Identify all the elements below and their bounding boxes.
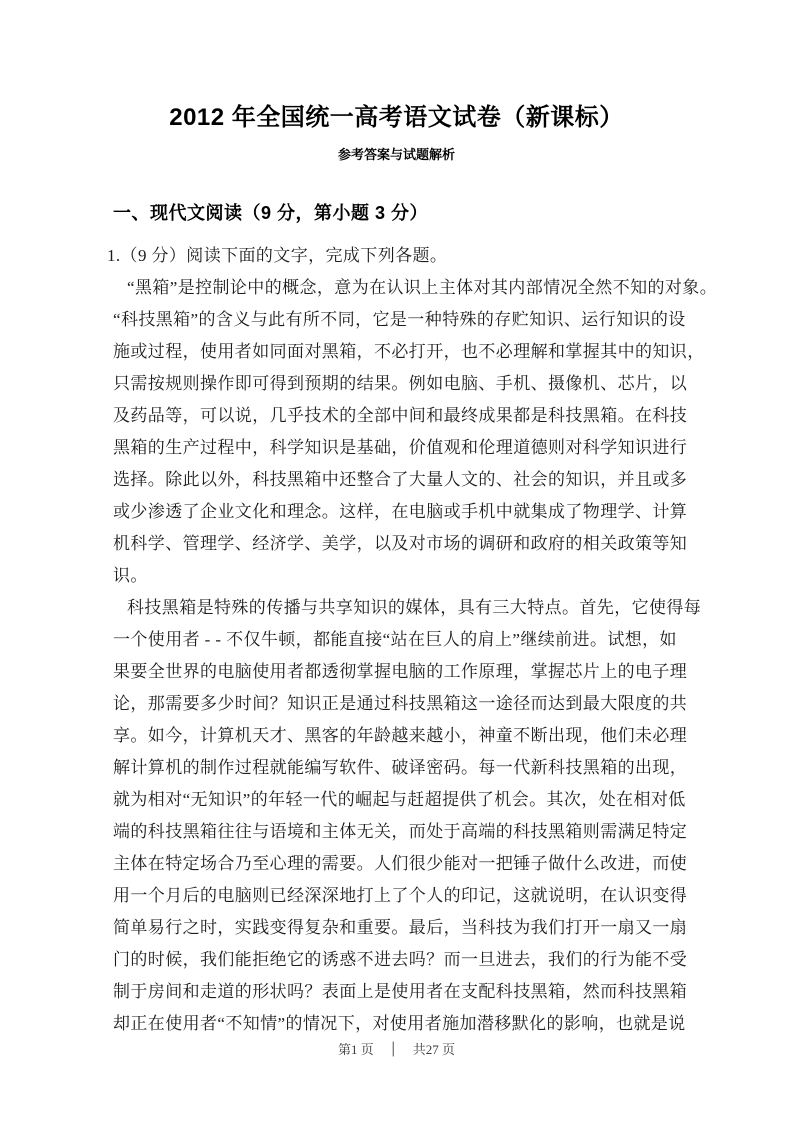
text-line: “科技黑箱”的含义与此有所不同，它是一种特殊的存贮知识、运行知识的设	[113, 310, 686, 329]
text-line: 施或过程，使用者如同面对黑箱，不必打开，也不必理解和掌握其中的知识，	[113, 342, 705, 361]
text-line: 机科学、管理学、经济学、美学，以及对市场的调研和政府的相关政策等知	[113, 534, 688, 553]
document-body	[107, 199, 718, 1040]
text-line: 简单易行之时，实践变得复杂和重要。最后，当科技为我们打开一扇又一扇	[113, 918, 688, 937]
text-line: 选择。除此以外，科技黑箱中还整合了大量人文的、社会的知识，并且或多	[113, 470, 688, 489]
text-line: 只需按规则操作即可得到预期的结果。例如电脑、手机、摄像机、芯片，以	[113, 374, 688, 393]
text-line: 黑箱的生产过程中，科学知识是基础，价值观和伦理道德则对科学知识进行	[113, 438, 688, 457]
page-number: 第1 页	[337, 1042, 374, 1057]
text-line: 一个使用者 - - 不仅牛顿，都能直接“站在巨人的肩上”继续前进。试想，如	[113, 630, 677, 649]
page-footer	[0, 1039, 793, 1058]
text-line: 门的时候，我们能拒绝它的诱惑不进去吗？而一旦进去，我们的行为能不受	[113, 950, 688, 969]
text-line: 科技黑箱是特殊的传播与共享知识的媒体，具有三大特点。首先，它使得每	[127, 598, 702, 617]
reading-passage	[107, 272, 718, 1040]
text-line: 用一个月后的电脑则已经深深地打上了个人的印记，这就说明，在认识变得	[113, 886, 688, 905]
question-lead: 1.（9 分）阅读下面的文字，完成下列各题。	[107, 246, 448, 265]
paragraph	[107, 272, 718, 592]
text-line: 论，那需要多少时间？知识正是通过科技黑箱这一途径而达到最大限度的共	[113, 694, 688, 713]
text-line: 果要全世界的电脑使用者都透彻掌握电脑的工作原理，掌握芯片上的电子理	[113, 662, 688, 681]
text-line: “黑箱”是控制论中的概念，意为在认识上主体对其内部情况全然不知的对象。	[127, 278, 718, 297]
page-total: 共27 页	[412, 1042, 456, 1057]
paragraph	[107, 592, 715, 1040]
text-line: 就为相对“无知识”的年轻一代的崛起与赶超提供了机会。其次，处在相对低	[113, 790, 686, 809]
text-line: 及药品等，可以说，几乎技术的全部中间和最终成果都是科技黑箱。在科技	[113, 406, 688, 425]
text-line: 端的科技黑箱往往与语境和主体无关，而处于高端的科技黑箱则需满足特定	[113, 822, 688, 841]
text-line: 制于房间和走道的形状吗？表面上是使用者在支配科技黑箱，然而科技黑箱	[113, 982, 688, 1001]
text-line: 识。	[113, 566, 148, 585]
text-line: 却正在使用者“不知情”的情况下，对使用者施加潜移默化的影响，也就是说	[113, 1014, 686, 1033]
page-separator-icon: ｜	[386, 1041, 400, 1058]
text-line: 享。如今，计算机天才、黑客的年龄越来越小，神童不断出现，他们未必理	[113, 726, 688, 745]
text-line: 解计算机的制作过程就能编写软件、破译密码。每一代新科技黑箱的出现，	[113, 758, 688, 777]
document-subtitle: 参考答案与试题解析	[337, 147, 455, 162]
document-title: 2012 年全国统一高考语文试卷（新课标）	[169, 104, 624, 131]
text-line: 主体在特定场合乃至心理的需要。人们很少能对一把锤子做什么改进，而使	[113, 854, 688, 873]
section-heading: 一、现代文阅读（9 分，第小题 3 分）	[113, 203, 429, 223]
text-line: 或少渗透了企业文化和理念。这样，在电脑或手机中就集成了物理学、计算	[113, 502, 688, 521]
